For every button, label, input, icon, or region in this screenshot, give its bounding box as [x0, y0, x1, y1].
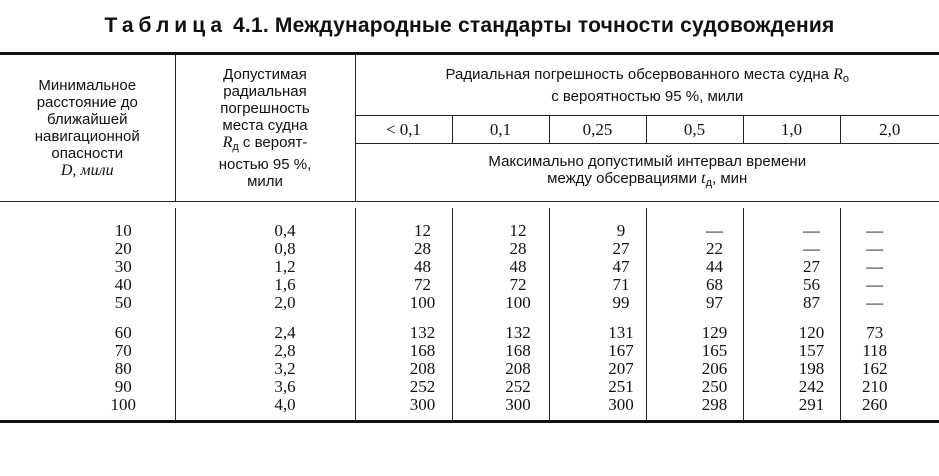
table-cell: 9: [616, 220, 626, 240]
table-cell: 167: [608, 340, 634, 360]
ro-value-20: 2,0: [840, 116, 939, 144]
table-cell: 10: [114, 220, 132, 240]
table-cell: 12: [414, 220, 431, 240]
ro-value-lt01: < 0,1: [355, 116, 452, 144]
table-title: [0, 14, 939, 38]
table-cell: 40: [114, 274, 132, 294]
header-max-interval: Максимально допустимый интервал времени между обсервациями $t_д$, мин: [355, 144, 939, 202]
table-cell: 2,4: [274, 322, 296, 342]
table-cell: 250: [701, 376, 728, 396]
table-cell: —: [866, 292, 884, 312]
table-cell: 27: [803, 256, 820, 276]
table-cell: —: [706, 220, 723, 240]
table-cell: 80: [114, 358, 132, 378]
table-cell: 44: [706, 256, 723, 276]
table-cell: 206: [701, 358, 728, 378]
table-cell: 291: [798, 394, 825, 414]
ro-value-10: 1,0: [743, 116, 840, 144]
table-cell: 132: [505, 322, 531, 342]
table-cell: 251: [608, 376, 634, 396]
table-cell: 72: [509, 274, 527, 294]
table-cell: 12: [509, 220, 527, 240]
table-cell: 168: [409, 340, 436, 360]
table-cell: 99: [612, 292, 630, 312]
table-cell: 120: [798, 322, 825, 342]
group-gap: [72, 312, 175, 324]
navigation-accuracy-table: [0, 52, 939, 423]
table-cell: 56: [803, 274, 820, 294]
table-cell: 165: [701, 340, 728, 360]
table-cell: 210: [862, 376, 888, 396]
table-cell: 118: [862, 340, 888, 360]
ro-value-05: 0,5: [646, 116, 743, 144]
table-cell: 70: [114, 340, 132, 360]
table-cell: 1,6: [274, 274, 296, 294]
table-cell: 30: [114, 256, 132, 276]
header-min-distance: Минимальное расстояние до ближайшей навигационной опасности D, мили: [0, 54, 175, 202]
table-cell: 68: [706, 274, 723, 294]
table-cell: 100: [505, 292, 531, 312]
table-cell: —: [866, 220, 884, 240]
table-cell: 47: [612, 256, 630, 276]
table-cell: —: [866, 238, 884, 258]
table-cell: 100: [409, 292, 436, 312]
table-cell: 0,4: [274, 220, 296, 240]
table-cell: 73: [866, 322, 884, 342]
header-observed-error: Радиальная погрешность обсервованного места судна $R_o$ с вероятностью 95 %, мили: [355, 54, 939, 116]
table-cell: 90: [114, 376, 132, 396]
table-cell: 97: [706, 292, 723, 312]
table-cell: 162: [862, 358, 888, 378]
table-cell: 28: [414, 238, 431, 258]
column-ro-01: [452, 208, 549, 422]
table-cell: 129: [701, 322, 728, 342]
group-gap: [394, 312, 452, 324]
ro-value-025: 0,25: [549, 116, 646, 144]
column-distance: [0, 208, 175, 422]
table-cell: 71: [612, 274, 630, 294]
table-cell: 3,2: [274, 358, 296, 378]
table-cell: 50: [114, 292, 132, 312]
table-cell: 60: [114, 322, 132, 342]
group-gap: [687, 312, 743, 324]
table-title-prefix: Таблица: [104, 14, 228, 37]
column-ro-025: [549, 208, 646, 422]
column-ro-10: [743, 208, 840, 422]
table-cell: 48: [509, 256, 527, 276]
ro-value-01: 0,1: [452, 116, 549, 144]
column-radial-error: [175, 208, 355, 422]
table-cell: 208: [409, 358, 436, 378]
table-cell: 87: [803, 292, 820, 312]
table-cell: 72: [414, 274, 431, 294]
table-cell: 300: [608, 394, 634, 414]
column-ro-05: [646, 208, 743, 422]
group-gap: [488, 312, 549, 324]
table-cell: 2,0: [274, 292, 296, 312]
header-radial-error: Допустимая радиальная погрешность места судна $R_д$ с вероят- ностью 95 %, мили: [175, 54, 355, 202]
table-cell: 300: [409, 394, 436, 414]
group-gap: [784, 312, 840, 324]
column-ro-lt01: [355, 208, 452, 422]
table-cell: 298: [701, 394, 728, 414]
table-cell: 207: [608, 358, 634, 378]
table-cell: 3,6: [274, 376, 296, 396]
table-cell: 48: [414, 256, 431, 276]
table-cell: 4,0: [274, 394, 296, 414]
table-cell: —: [866, 256, 884, 276]
table-cell: 260: [862, 394, 888, 414]
table-cell: 252: [505, 376, 531, 396]
column-ro-20: [840, 208, 939, 422]
table-cell: 22: [706, 238, 723, 258]
table-cell: 198: [798, 358, 825, 378]
group-gap: [841, 312, 910, 324]
table-cell: 300: [505, 394, 531, 414]
group-gap: [597, 312, 646, 324]
table-cell: —: [866, 274, 884, 294]
table-cell: —: [803, 220, 820, 240]
table-cell: 208: [505, 358, 531, 378]
group-gap: [216, 312, 355, 324]
table-cell: 132: [409, 322, 436, 342]
table-cell: 242: [798, 376, 825, 396]
table-cell: 131: [608, 322, 634, 342]
table-cell: 1,2: [274, 256, 296, 276]
table-cell: 0,8: [274, 238, 296, 258]
table-cell: —: [803, 238, 820, 258]
table-cell: 2,8: [274, 340, 296, 360]
table-title-text: 4.1. Международные стандарты точности судовождения: [233, 14, 835, 37]
table-cell: 28: [509, 238, 527, 258]
table-cell: 27: [612, 238, 630, 258]
table-cell: 100: [110, 394, 136, 414]
table-cell: 168: [505, 340, 531, 360]
table-cell: 252: [409, 376, 436, 396]
table-cell: 20: [114, 238, 132, 258]
table-cell: 157: [798, 340, 825, 360]
